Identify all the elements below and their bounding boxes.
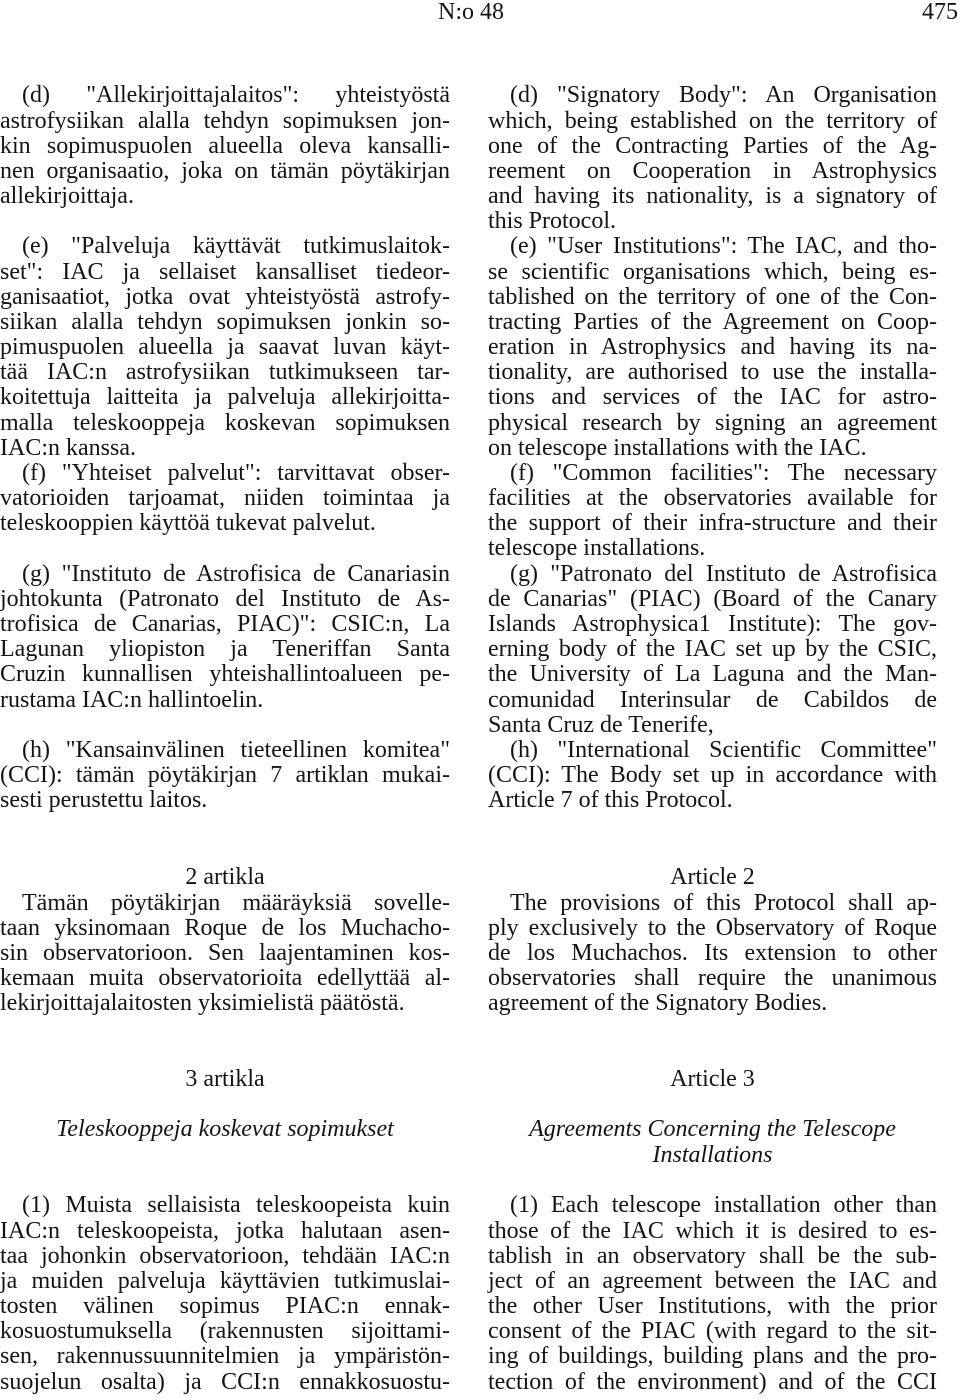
fi-definition-g [0,562,450,713]
text-line: the support of their infra-structure and their [488,510,937,537]
en-definition-d [488,83,937,234]
text-line: ply exclusively to the Observatory of Roque [488,914,937,941]
fi-article-3-heading [0,1067,450,1092]
text-line: agreement of the Signatory Bodies. [488,990,828,1017]
text-line: observatories shall require the unanimous [488,965,937,992]
text-line: consent of the PIAC (with regard to the sit- [488,1318,937,1345]
text-line: Cruzin kunnallisen yhteishallintoalueen pe- [0,661,450,688]
text-line: (e) "Palveluja käyttävät tutkimuslaitok- [22,233,450,260]
text-line: IAC:n kanssa. [0,434,136,461]
text-line: malla teleskooppeja koskevan sopimuksen [0,409,450,436]
text-line: teleskooppien käyttöä tukevat palvelut. [0,510,376,537]
text-line: Lagunan yliopiston ja Teneriffan Santa [0,636,450,663]
text-line: sen, rakennussuunnitelmien ja ympäristön- [0,1343,450,1370]
text-line: tablish in an observatory shall be the sub- [488,1242,937,1269]
text-line: tions and services of the IAC for astro- [488,384,937,411]
text-line: de los Muchachos. Its extension to other [488,939,937,966]
text-line: trofisica de Canarias, PIAC)": CSIC:n, La [0,611,450,637]
text-line: physical research by signing an agreement [488,409,937,436]
text-line: and having its nationality, is a signatory of [488,183,937,210]
text-line: telescope installations. [488,535,706,562]
text-line: (f) "Common facilities": The necessary [510,459,937,486]
text-line: ing of buildings, building plans and the pro- [488,1343,937,1370]
text-line: ja muiden palveluja käyttävien tutkimuslai- [0,1267,450,1294]
text-line: those of the IAC which it is desired to es- [488,1217,937,1244]
text-line: tää IAC:n astrofysiikan tutkimukseen tar- [0,359,450,386]
article-subtitle: Teleskooppeja koskevat sopimukset [56,1116,394,1143]
text-line: taan yksinomaan Roque de los Muchacho- [0,914,450,941]
text-line: set": IAC ja sellaiset kansalliset tiedeor- [0,258,450,285]
text-line: (g) "Patronato del Instituto de Astrofisica [510,560,937,587]
text-line: ject of an agreement between the IAC and [488,1267,937,1294]
article-subtitle: Installations [652,1141,773,1168]
text-line: suojelun osalta) ja CCI:n ennakkosuostu- [0,1368,450,1395]
text-line: siikan alalla tehdyn sopimuksen jonkin so- [0,308,450,335]
text-line: (h) "International Scientific Committee" [510,736,937,763]
text-line: The provisions of this Protocol shall ap- [510,889,937,916]
en-article-3-text [488,1193,937,1394]
en-definitions [488,83,937,813]
en-article-2 [488,865,937,1016]
article-heading: 2 artikla [185,864,265,891]
text-line: eration in Astrophysics and having its na- [488,334,937,361]
text-line: tionality, are authorised to use the installa- [488,359,937,386]
article-heading: 3 artikla [185,1066,265,1093]
text-line: ganisaatiot, jotka ovat yhteistyöstä astrofy- [0,283,450,310]
text-line: kin sopimuspuolen alueella oleva kansalli- [0,132,450,159]
en-definition-h [488,738,937,814]
fi-definition-e [0,234,450,461]
text-line: vatorioiden tarjoamat, niiden toimintaa ja [0,485,450,512]
en-definition-g [488,562,937,738]
text-line: (g) "Instituto de Astrofisica de Canariasin [22,560,450,587]
article-heading: Article 2 [670,864,755,891]
text-line: Islands Astrophysica1 Institute): The gov- [488,611,937,637]
text-line: de Canarias" (PIAC) (Board of the Canary [488,585,937,612]
en-definition-e [488,234,937,461]
fi-article-2-text [0,891,450,1017]
text-line: this Protocol. [488,208,617,235]
text-line: (1) Each telescope installation other than [510,1192,937,1219]
text-line: sin observatorioon. Sen laajentaminen kos- [0,939,450,966]
fi-definition-h [0,738,450,814]
text-line: Tämän pöytäkirjan määräyksiä sovelle- [22,889,450,916]
text-line: kosuostumuksella (rakennusten sijoittami- [0,1318,450,1345]
text-line: astrofysiikan alalla tehdyn sopimuksen jon- [0,107,450,134]
fi-definition-d [0,83,450,209]
fi-article-2 [0,865,450,1016]
fi-article-3-subtitle [0,1117,450,1142]
text-line: nen organisaatio, joka on tämän pöytäkirjan [0,157,450,184]
text-line: the University of La Laguna and the Man- [488,661,937,688]
text-line: sesti perustettu laitos. [0,787,208,814]
text-line: (d) "Signatory Body": An Organisation [510,82,937,109]
page-number: 475 [922,0,958,25]
text-line: lekirjoittajalaitosten yksimielistä päätöstä. [0,990,405,1017]
text-line: (1) Muista sellaisista teleskoopeista kuin [22,1192,450,1219]
text-line: reement on Cooperation in Astrophysics [488,157,937,184]
text-line: (d) "Allekirjoittajalaitos": yhteistyöstä [22,82,450,109]
text-line: erning body of the IAC set up by the CSIC, [488,636,937,663]
article-subtitle: Agreements Concerning the Telescope [529,1116,896,1143]
text-line: (e) "User Institutions": The IAC, and tho- [510,233,937,260]
fi-definitions [0,83,450,813]
text-line: tosten välinen sopimus PIAC:n ennak- [0,1293,450,1320]
text-line: (f) "Yhteiset palvelut": tarvittavat obser- [22,459,450,486]
text-line: tection of the environment) and of the CCI [488,1368,937,1395]
text-line: tablished on the territory of one of the Con- [488,283,937,310]
text-line: taa johonkin observatorioon, tehdään IAC:n [0,1242,450,1269]
en-definition-f [488,461,937,562]
text-line: on telescope installations with the IAC. [488,434,867,461]
text-line: Santa Cruz de Tenerife, [488,711,714,738]
text-line: tracting Parties of the Agreement on Coop- [488,308,937,335]
text-line: kemaan muita observatorioita edellyttää al- [0,965,450,992]
text-line: pimuspuolen alueella ja saavat luvan käyt- [0,334,450,361]
fi-article-3-text [0,1193,450,1394]
text-line: one of the Contracting Parties of the Ag- [488,132,937,159]
text-line: (CCI): tämän pöytäkirjan 7 artiklan mukai- [0,762,450,789]
article-heading: Article 3 [670,1066,755,1093]
text-line: (CCI): The Body set up in accordance with [488,762,937,789]
en-article-3-heading [488,1067,937,1092]
text-line: johtokunta (Patronato del Instituto de As- [0,585,450,612]
text-line: which, being established on the territory of [488,107,937,134]
text-line: comunidad Interinsular de Cabildos de [488,686,937,713]
text-line: facilities at the observatories available for [488,485,937,512]
fi-definition-f [0,461,450,537]
text-line: rustama IAC:n hallintoelin. [0,686,264,713]
text-line: IAC:n teleskoopeista, jotka halutaan asen- [0,1217,450,1244]
text-line: (h) "Kansainvälinen tieteellinen komitea" [22,736,450,763]
text-line: koitettuja laitteita ja palveluja allekirjoitta- [0,384,450,411]
issue-number: N:o 48 [438,0,504,25]
text-line: the other User Institutions, with the prior [488,1293,937,1320]
text-line: se scientific organisations which, being es- [488,258,937,285]
text-line: Article 7 of this Protocol. [488,787,733,814]
en-article-3-subtitle [488,1117,937,1167]
en-article-2-text [488,891,937,1017]
text-line: allekirjoittaja. [0,183,134,210]
